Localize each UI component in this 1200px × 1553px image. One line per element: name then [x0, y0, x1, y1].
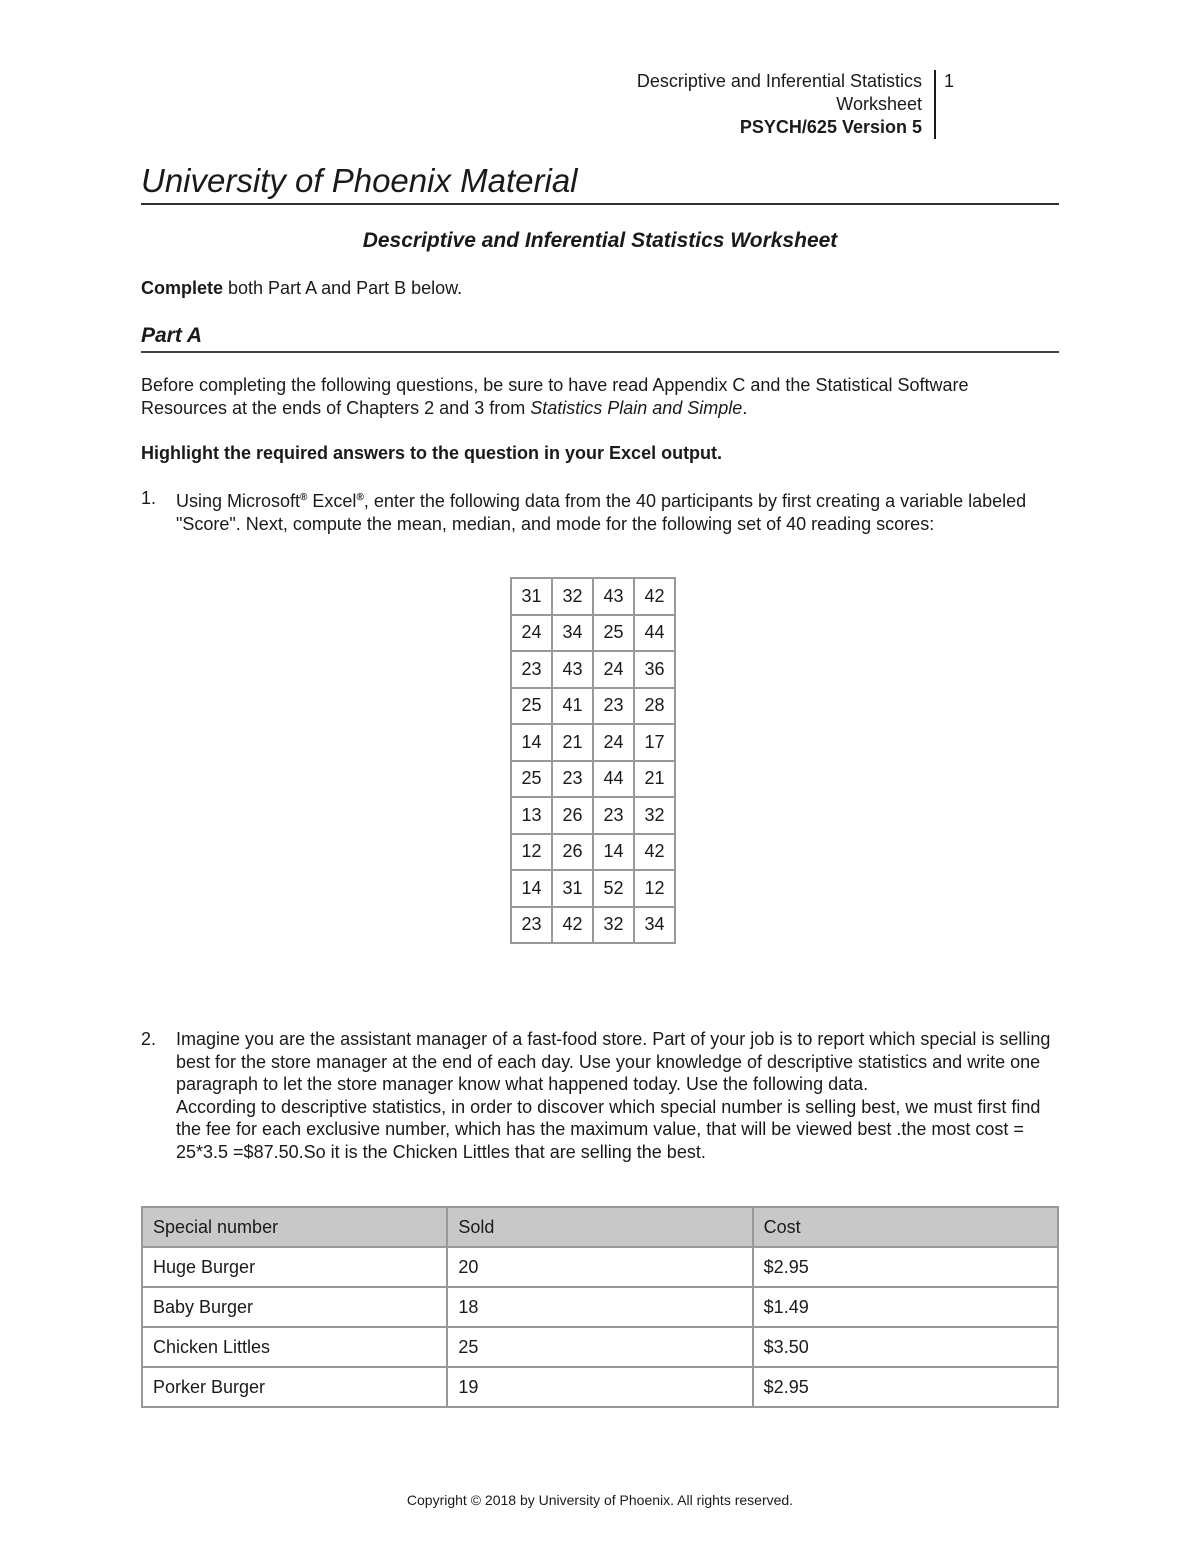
table-row	[142, 1287, 1058, 1327]
table-cell: $2.95	[753, 1247, 1058, 1287]
score-row	[511, 797, 675, 834]
score-cell: 32	[634, 797, 675, 834]
table-cell: Baby Burger	[142, 1287, 447, 1327]
score-cell: 24	[593, 724, 634, 761]
header-line-1: Descriptive and Inferential Statistics	[636, 71, 922, 91]
score-cell: 31	[511, 578, 552, 615]
score-cell: 36	[634, 651, 675, 688]
score-cell: 17	[634, 724, 675, 761]
table-cell: $2.95	[753, 1367, 1058, 1407]
score-cell: 44	[593, 761, 634, 798]
part-a-intro: Before completing the following questions, be sure to have read Appendix C and the Statistical Software Resources at the ends of Chapters 2 and 3 from Statistics Plain and Simple.	[141, 375, 969, 418]
score-cell: 26	[552, 797, 593, 834]
score-cell: 25	[511, 761, 552, 798]
highlight-note: Highlight the required answers to the question in your Excel output.	[141, 443, 723, 463]
page-number: 1	[944, 71, 955, 91]
score-row	[511, 834, 675, 871]
score-cell: 44	[634, 615, 675, 652]
score-cell: 43	[552, 651, 593, 688]
score-cell: 23	[593, 688, 634, 725]
score-cell: 52	[593, 870, 634, 907]
scores-table	[510, 577, 676, 944]
score-cell: 34	[552, 615, 593, 652]
table-cell: 20	[447, 1247, 752, 1287]
instructions-text: both Part A and Part B below.	[223, 278, 463, 298]
score-row	[511, 870, 675, 907]
part-a-heading: Part A	[141, 322, 1059, 353]
score-row	[511, 907, 675, 944]
score-row	[511, 724, 675, 761]
score-cell: 21	[552, 724, 593, 761]
score-cell: 25	[593, 615, 634, 652]
score-cell: 28	[634, 688, 675, 725]
score-cell: 32	[552, 578, 593, 615]
table-cell: Porker Burger	[142, 1367, 447, 1407]
score-cell: 13	[511, 797, 552, 834]
score-cell: 32	[593, 907, 634, 944]
table-cell: Chicken Littles	[142, 1327, 447, 1367]
header-line-2: Worksheet	[836, 94, 922, 114]
instructions	[141, 277, 1059, 300]
q2-number: 2.	[141, 1029, 157, 1049]
table-cell: $3.50	[753, 1327, 1058, 1367]
score-cell: 14	[593, 834, 634, 871]
score-cell: 26	[552, 834, 593, 871]
document-title: University of Phoenix Material	[141, 160, 1059, 205]
copyright-footer: Copyright © 2018 by University of Phoenix. All rights reserved.	[406, 1492, 794, 1508]
score-row	[511, 651, 675, 688]
book-title: Statistics Plain and Simple	[530, 398, 743, 418]
q1-number: 1.	[141, 488, 157, 508]
table-row	[142, 1247, 1058, 1287]
score-cell: 24	[593, 651, 634, 688]
score-row	[511, 688, 675, 725]
score-cell: 43	[593, 578, 634, 615]
score-cell: 21	[634, 761, 675, 798]
q2-question: Imagine you are the assistant manager of a fast-food store. Part of your job is to report which special is selling best for the store manager at the end of each day. Use your knowledge of descriptive statistics and write one paragraph to let the store manager know what happened today. Use the following data.	[176, 1029, 1051, 1094]
score-cell: 24	[511, 615, 552, 652]
score-cell: 42	[634, 834, 675, 871]
score-cell: 14	[511, 724, 552, 761]
sales-header-row	[142, 1207, 1058, 1247]
instructions-bold: Complete	[141, 278, 224, 298]
score-cell: 31	[552, 870, 593, 907]
score-row	[511, 615, 675, 652]
col-sold: Sold	[447, 1207, 752, 1247]
q1-text: Using Microsoft® Excel®, enter the following data from the 40 participants by first creating a variable labeled "Score". Next, compute the mean, median, and mode for the following set of 40 reading scores:	[176, 491, 1027, 534]
table-row	[142, 1327, 1058, 1367]
score-cell: 42	[634, 578, 675, 615]
score-cell: 34	[634, 907, 675, 944]
col-special-number: Special number	[142, 1207, 447, 1247]
score-row	[511, 578, 675, 615]
running-header	[600, 70, 936, 139]
table-cell: 25	[447, 1327, 752, 1367]
table-cell: 19	[447, 1367, 752, 1407]
score-cell: 14	[511, 870, 552, 907]
score-cell: 23	[511, 651, 552, 688]
header-course: PSYCH/625 Version 5	[739, 117, 922, 137]
col-cost: Cost	[753, 1207, 1058, 1247]
table-row	[142, 1367, 1058, 1407]
table-cell: $1.49	[753, 1287, 1058, 1327]
table-cell: 18	[447, 1287, 752, 1327]
worksheet-subtitle: Descriptive and Inferential Statistics Worksheet	[362, 229, 838, 252]
table-cell: Huge Burger	[142, 1247, 447, 1287]
score-cell: 23	[552, 761, 593, 798]
score-cell: 12	[511, 834, 552, 871]
score-cell: 25	[511, 688, 552, 725]
q2-text	[176, 1028, 1056, 1163]
q2-answer: According to descriptive statistics, in order to discover which special number is selling best, we must first find the fee for each exclusive number, which has the maximum value, that will be viewed best .the most cost = 25*3.5 =$87.50.So it is the Chicken Littles that are selling the best.	[176, 1096, 1041, 1162]
score-cell: 12	[634, 870, 675, 907]
sales-table	[141, 1206, 1059, 1408]
score-cell: 41	[552, 688, 593, 725]
score-row	[511, 761, 675, 798]
score-cell: 42	[552, 907, 593, 944]
score-cell: 23	[593, 797, 634, 834]
score-cell: 23	[511, 907, 552, 944]
